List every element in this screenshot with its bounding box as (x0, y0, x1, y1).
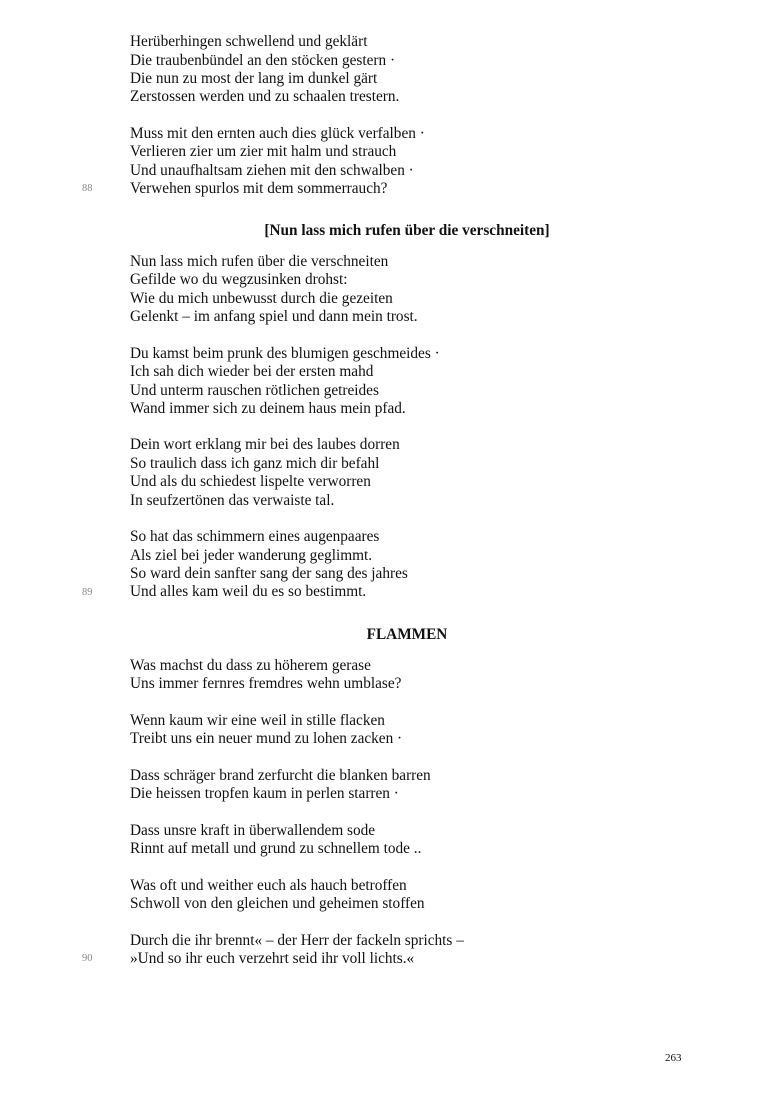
verse-line: Dass schräger brand zerfurcht die blanken barren (130, 767, 431, 784)
verse-line: Gefilde wo du wegzusinken drohst: (130, 271, 348, 288)
verse-line: Du kamst beim prunk des blumigen geschmeides · (130, 345, 440, 362)
verse-line: Die traubenbündel an den stöcken gestern · (130, 52, 396, 69)
verse-line: Wand immer sich zu deinem haus mein pfad. (130, 400, 406, 417)
verse-line: Und alles kam weil du es so bestimmt. (130, 583, 367, 600)
verse-line: So ward dein sanfter sang der sang des jahres (130, 565, 408, 582)
verse-line: Rinnt auf metall und grund zu schnellem tode .. (130, 840, 422, 857)
verse-line: Dass unsre kraft in überwallendem sode (130, 822, 376, 839)
verse-line: Durch die ihr brennt« – der Herr der fackeln sprichts – (130, 932, 464, 949)
page-number: 263 (665, 1052, 682, 1064)
verse-line: Ich sah dich wieder bei der ersten mahd (130, 363, 374, 380)
poem-title: FLAMMEN (366, 626, 448, 643)
verse-line: Treibt uns ein neuer mund zu lohen zacken · (130, 730, 403, 747)
verse-line: Die nun zu most der lang im dunkel gärt (130, 70, 378, 87)
verse-line: Was machst du dass zu höherem gerase (130, 657, 371, 674)
verse-line: Und unterm rauschen rötlichen getreides (130, 382, 379, 399)
verse-line: Als ziel bei jeder wanderung geglimmt. (130, 547, 373, 564)
verse-line: So traulich dass ich ganz mich dir befahl (130, 455, 380, 472)
verse-line: Uns immer fernres fremdres wehn umblase? (130, 675, 402, 692)
verse-line: Was oft und weither euch als hauch betroffen (130, 877, 407, 894)
verse-line: Dein wort erklang mir bei des laubes dorren (130, 436, 400, 453)
verse-line: Und unaufhaltsam ziehen mit den schwalben · (130, 162, 414, 179)
verse-line: In seufzertönen das verwaiste tal. (130, 492, 335, 509)
verse-line: Wie du mich unbewusst durch die gezeiten (130, 290, 393, 307)
verse-line: So hat das schimmern eines augenpaares (130, 528, 380, 545)
verse-line: Gelenkt – im anfang spiel und dann mein trost. (130, 308, 418, 325)
verse-line: Wenn kaum wir eine weil in stille flacken (130, 712, 385, 729)
margin-line-number: 90 (82, 953, 93, 964)
poem-title: [Nun lass mich rufen über die verschneiten] (264, 222, 550, 239)
verse-line: Muss mit den ernten auch dies glück verfalben · (130, 125, 425, 142)
verse-line: Schwoll von den gleichen und geheimen stoffen (130, 895, 425, 912)
verse-line: »Und so ihr euch verzehrt seid ihr voll lichts.« (130, 950, 415, 967)
verse-line: Verlieren zier um zier mit halm und strauch (130, 143, 397, 160)
margin-line-number: 89 (82, 587, 93, 598)
verse-line: Zerstossen werden und zu schaalen trestern. (130, 88, 400, 105)
verse-line: Herüberhingen schwellend und geklärt (130, 33, 368, 50)
verse-line: Und als du schiedest lispelte verworren (130, 473, 371, 490)
verse-line: Verwehen spurlos mit dem sommerrauch? (130, 180, 388, 197)
verse-line: Nun lass mich rufen über die verschneiten (130, 253, 389, 270)
margin-line-number: 88 (82, 183, 93, 194)
verse-line: Die heissen tropfen kaum in perlen starren · (130, 785, 399, 802)
